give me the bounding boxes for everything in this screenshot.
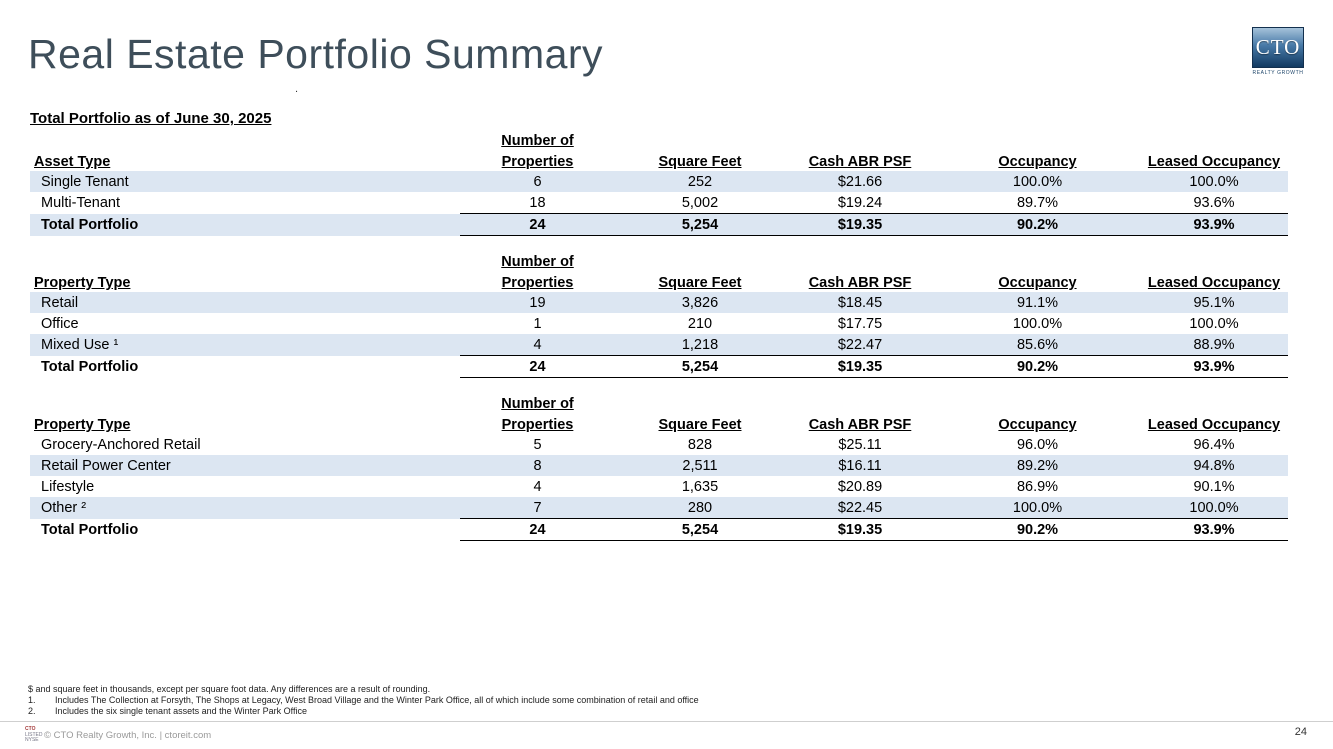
cell-square-feet: 280 <box>687 499 713 516</box>
table-row <box>30 455 1288 476</box>
table-row <box>30 334 1288 356</box>
asset-type-table <box>30 131 1288 236</box>
property-type-table <box>30 252 1288 378</box>
footer-divider <box>0 721 1333 722</box>
header-label: Leased Occupancy <box>1147 154 1281 170</box>
table-row <box>30 434 1288 455</box>
header-row-top <box>30 131 1288 150</box>
footnote-number: 2. <box>28 706 36 716</box>
cell-properties: 18 <box>529 194 546 211</box>
cell-properties: 24 <box>460 214 615 236</box>
nyse-badge-ticker: CTO <box>25 726 36 732</box>
cell-cash-abr-psf: $19.35 <box>785 356 935 378</box>
cell-leased-occupancy: 94.8% <box>1193 457 1235 474</box>
spacer-cell <box>615 131 785 150</box>
cell-leased-occupancy: 100.0% <box>1189 315 1239 332</box>
header-label: Cash ABR PSF <box>808 154 912 170</box>
cell-square-feet: 2,511 <box>682 457 718 474</box>
header-label: Square Feet <box>658 154 742 170</box>
header-row-top <box>30 252 1288 271</box>
cell-properties: 4 <box>533 336 542 353</box>
cell-cash-abr-psf: $22.45 <box>837 499 883 516</box>
footnote-text: Includes the six single tenant assets and the Winter Park Office <box>55 706 307 716</box>
total-row <box>30 519 1288 541</box>
cell-square-feet: 5,254 <box>615 356 785 378</box>
col-header-cash-abr-psf <box>785 271 935 292</box>
cell-square-feet: 5,254 <box>615 519 785 541</box>
header-label: Number of <box>501 396 574 412</box>
cell-leased-occupancy: 100.0% <box>1189 499 1239 516</box>
spacer-cell <box>30 252 460 271</box>
cell-cash-abr-psf: $19.24 <box>837 194 883 211</box>
header-label: Leased Occupancy <box>1147 417 1281 433</box>
cell-occupancy: 89.7% <box>1016 194 1059 211</box>
cell-cash-abr-psf: $21.66 <box>837 173 883 190</box>
table-row <box>30 313 1288 334</box>
spacer-cell <box>1140 131 1288 150</box>
cell-square-feet: 210 <box>687 315 713 332</box>
header-row <box>30 413 1288 434</box>
cell-label: Grocery-Anchored Retail <box>41 436 201 453</box>
col-header-cash-abr-psf <box>785 150 935 171</box>
header-label: Properties <box>501 417 574 433</box>
header-label: Leased Occupancy <box>1147 275 1281 291</box>
cell-square-feet: 828 <box>687 436 713 453</box>
nyse-badge-listed: LISTED <box>25 731 43 738</box>
nyse-listed-badge <box>25 727 43 744</box>
cell-cash-abr-psf: $19.35 <box>785 214 935 236</box>
spacer-cell <box>785 252 935 271</box>
cell-label: Single Tenant <box>41 173 129 190</box>
cell-square-feet: 1,635 <box>681 478 719 495</box>
header-label: Cash ABR PSF <box>808 417 912 433</box>
cell-properties: 8 <box>533 457 542 474</box>
cell-cash-abr-psf: $17.75 <box>837 315 883 332</box>
header-label: Square Feet <box>658 275 742 291</box>
col-header-number-of <box>460 394 615 413</box>
table-row <box>30 292 1288 313</box>
cell-label: Mixed Use ¹ <box>41 336 119 353</box>
spacer-cell <box>935 252 1140 271</box>
section-heading: Total Portfolio as of June 30, 2025 <box>30 110 272 127</box>
cell-occupancy: 85.6% <box>1016 336 1059 353</box>
footnote-item <box>28 706 699 717</box>
cell-properties: 4 <box>533 478 542 495</box>
cell-square-feet: 5,254 <box>615 214 785 236</box>
footnote-number: 1. <box>28 695 36 705</box>
spacer-cell <box>615 394 785 413</box>
cell-properties: 24 <box>460 519 615 541</box>
header-label: Asset Type <box>34 154 111 170</box>
cell-properties: 5 <box>533 436 542 453</box>
col-header-occupancy <box>935 271 1140 292</box>
cell-occupancy: 89.2% <box>1016 457 1059 474</box>
cell-leased-occupancy: 93.9% <box>1140 519 1288 541</box>
header-label: Occupancy <box>998 417 1077 433</box>
cell-properties: 24 <box>460 356 615 378</box>
cell-cash-abr-psf: $22.47 <box>837 336 883 353</box>
table-row <box>30 476 1288 497</box>
footnote-general: $ and square feet in thousands, except per square foot data. Any differences are a result of rounding. <box>28 684 431 694</box>
spacer-cell <box>30 394 460 413</box>
spacer-cell <box>30 131 460 150</box>
property-subtype-table <box>30 394 1288 541</box>
footnote-item <box>28 695 699 706</box>
cell-occupancy: 86.9% <box>1016 478 1059 495</box>
spacer-cell <box>935 394 1140 413</box>
cell-occupancy: 96.0% <box>1016 436 1059 453</box>
col-header-number-of <box>460 131 615 150</box>
cell-label: Total Portfolio <box>41 216 139 233</box>
cell-leased-occupancy: 96.4% <box>1193 436 1235 453</box>
cto-logo-mark <box>1252 27 1304 68</box>
cell-cash-abr-psf: $18.45 <box>837 294 883 311</box>
copyright-text: © CTO Realty Growth, Inc. | ctoreit.com <box>44 730 212 741</box>
header-label: Property Type <box>34 275 131 291</box>
cell-occupancy: 100.0% <box>1012 499 1063 516</box>
table-row <box>30 171 1288 192</box>
cell-square-feet: 252 <box>687 173 713 190</box>
cell-label: Retail Power Center <box>41 457 171 474</box>
cell-properties: 7 <box>533 499 542 516</box>
col-header-square-feet <box>615 271 785 292</box>
col-header-leased-occupancy <box>1140 150 1288 171</box>
header-label: Occupancy <box>998 154 1077 170</box>
header-label: Properties <box>501 275 574 291</box>
cell-square-feet: 5,002 <box>681 194 719 211</box>
cell-label: Office <box>41 315 79 332</box>
cto-logo-text: CTO <box>1255 35 1301 59</box>
footnotes <box>28 684 699 717</box>
cell-occupancy: 100.0% <box>1012 173 1063 190</box>
stray-mark: . <box>295 83 299 95</box>
cto-logo-tagline: REALTY GROWTH <box>1252 70 1304 76</box>
cell-leased-occupancy: 93.9% <box>1140 356 1288 378</box>
cell-cash-abr-psf: $25.11 <box>838 436 882 453</box>
table-row <box>30 497 1288 519</box>
cell-leased-occupancy: 100.0% <box>1189 173 1239 190</box>
col-header-properties <box>460 271 615 292</box>
cto-logo <box>1247 27 1309 76</box>
cell-properties: 1 <box>533 315 542 332</box>
col-header-asset-type <box>30 150 460 171</box>
cell-occupancy: 91.1% <box>1016 294 1059 311</box>
footnote-text: Includes The Collection at Forsyth, The Shops at Legacy, West Broad Village and the Winter Park Office, all of which include some combination of retail and office <box>55 695 699 705</box>
cell-cash-abr-psf: $20.89 <box>837 478 883 495</box>
page-number: 24 <box>1294 726 1307 738</box>
cell-leased-occupancy: 95.1% <box>1193 294 1235 311</box>
cell-properties: 6 <box>533 173 542 190</box>
cell-label: Total Portfolio <box>41 358 139 375</box>
spacer-cell <box>1140 252 1288 271</box>
col-header-number-of <box>460 252 615 271</box>
page-title: Real Estate Portfolio Summary <box>28 31 604 77</box>
cell-occupancy: 90.2% <box>935 356 1140 378</box>
spacer-cell <box>785 394 935 413</box>
spacer-cell <box>785 131 935 150</box>
cell-label: Lifestyle <box>41 478 95 495</box>
col-header-leased-occupancy <box>1140 413 1288 434</box>
cell-occupancy: 100.0% <box>1012 315 1063 332</box>
header-row-top <box>30 394 1288 413</box>
cell-leased-occupancy: 90.1% <box>1193 478 1235 495</box>
cell-properties: 19 <box>529 294 546 311</box>
cell-leased-occupancy: 93.9% <box>1140 214 1288 236</box>
col-header-property-type <box>30 271 460 292</box>
cell-occupancy: 90.2% <box>935 519 1140 541</box>
total-row <box>30 214 1288 236</box>
header-label: Square Feet <box>658 417 742 433</box>
header-label: Number of <box>501 254 574 270</box>
total-row <box>30 356 1288 378</box>
nyse-badge-exchange: NYSE <box>25 737 39 743</box>
col-header-occupancy <box>935 413 1140 434</box>
col-header-square-feet <box>615 150 785 171</box>
spacer-cell <box>1140 394 1288 413</box>
cell-label: Retail <box>41 294 79 311</box>
spacer-cell <box>935 131 1140 150</box>
header-label: Property Type <box>34 417 131 433</box>
col-header-properties <box>460 413 615 434</box>
spacer-cell <box>615 252 785 271</box>
header-row <box>30 271 1288 292</box>
col-header-leased-occupancy <box>1140 271 1288 292</box>
col-header-square-feet <box>615 413 785 434</box>
header-label: Occupancy <box>998 275 1077 291</box>
header-label: Cash ABR PSF <box>808 275 912 291</box>
col-header-occupancy <box>935 150 1140 171</box>
header-label: Properties <box>501 154 574 170</box>
cell-label: Multi-Tenant <box>41 194 120 211</box>
cell-square-feet: 3,826 <box>681 294 719 311</box>
table-row <box>30 192 1288 214</box>
cell-square-feet: 1,218 <box>681 336 719 353</box>
col-header-cash-abr-psf <box>785 413 935 434</box>
cell-label: Other ² <box>41 499 87 516</box>
header-row <box>30 150 1288 171</box>
cell-leased-occupancy: 93.6% <box>1193 194 1235 211</box>
header-label: Number of <box>501 133 574 149</box>
col-header-properties <box>460 150 615 171</box>
cell-leased-occupancy: 88.9% <box>1193 336 1235 353</box>
cell-cash-abr-psf: $16.11 <box>838 457 882 474</box>
col-header-property-type <box>30 413 460 434</box>
cell-occupancy: 90.2% <box>935 214 1140 236</box>
cell-label: Total Portfolio <box>41 521 139 538</box>
cell-cash-abr-psf: $19.35 <box>785 519 935 541</box>
